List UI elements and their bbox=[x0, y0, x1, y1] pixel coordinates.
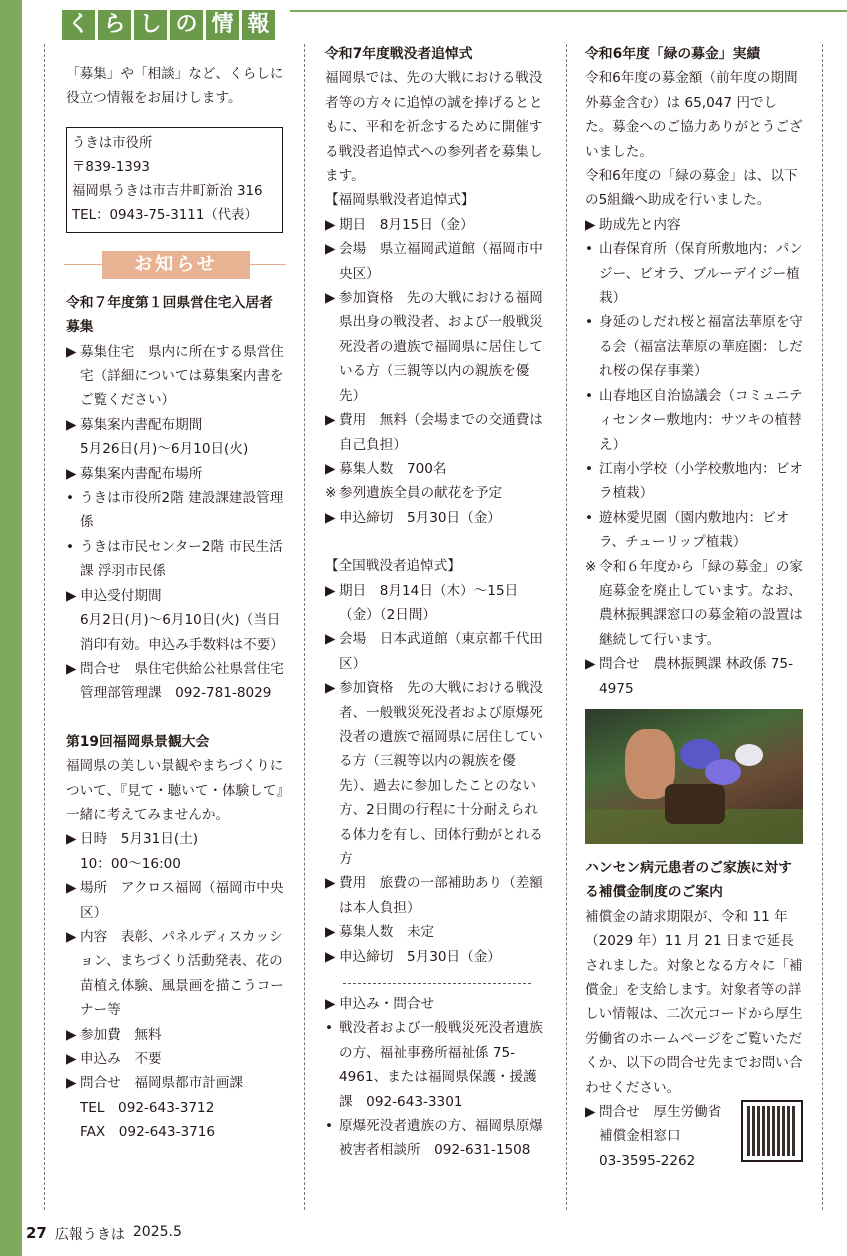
bullet-mark bbox=[66, 1096, 80, 1120]
publication-name: 広報うきは bbox=[54, 1227, 125, 1243]
bullet-mark: • bbox=[585, 241, 594, 258]
list-item bbox=[66, 925, 286, 1023]
list-item-text: 戦没者および一般戦災死没者遺族の方、福祉事務所福祉係 75-4961、または福岡県保護・援護課 092-643-3301 bbox=[339, 1020, 543, 1110]
bullet-mark: ▶ bbox=[325, 460, 336, 477]
column-divider bbox=[566, 44, 567, 1210]
bullet-mark: ※ bbox=[585, 558, 597, 575]
list-item bbox=[66, 584, 286, 608]
section-title bbox=[62, 10, 286, 40]
bullet-mark: ▶ bbox=[66, 1051, 77, 1067]
title-char: 報 bbox=[242, 10, 275, 40]
bullet-mark: ▶ bbox=[66, 880, 77, 897]
list-item-text: 募集人数 700名 bbox=[339, 460, 447, 477]
article-title: 令和７年度第１回県営住宅入居者募集 bbox=[66, 294, 273, 336]
column-2 bbox=[325, 42, 547, 1163]
list-item bbox=[66, 486, 286, 535]
list-item bbox=[585, 555, 803, 653]
bullet-mark: ▶ bbox=[585, 656, 596, 673]
list-item bbox=[325, 506, 547, 530]
list-item bbox=[66, 657, 286, 706]
list-item-text: 申込み 不要 bbox=[80, 1051, 162, 1067]
list-item bbox=[325, 481, 547, 505]
list-item-text: 原爆死没者遺族の方、福岡県原爆被害者相談所 092-631-1508 bbox=[339, 1118, 543, 1159]
list-item bbox=[325, 945, 547, 969]
list-item-text: 参列遺族全員の献花を予定 bbox=[339, 485, 503, 502]
list-item-text: 03-3595-2262 bbox=[599, 1152, 696, 1169]
list-item bbox=[66, 413, 286, 437]
article-body: 補償金の請求期限が、令和 11 年（2029 年）11 月 21 日まで延長されました。対象となる方々に「補償金」を支給します。対象者等の詳しい情報は、二次元コードから厚生労働省のホームページをご覧いただくか、以下の問合せ先までお問い合わせください。 bbox=[585, 908, 803, 1096]
list-item-text: 募集案内書配布場所 bbox=[80, 465, 203, 482]
list-item bbox=[585, 457, 803, 506]
list-item bbox=[325, 237, 547, 286]
list-item-text: 会場 日本武道館（東京都千代田区） bbox=[339, 631, 543, 672]
list-item-text: TEL 092-643-3712 bbox=[80, 1099, 215, 1116]
list-item-text: 内容 表彰、パネルディスカッション、まちづくり活動発表、花の苗植え体験、風景画を描こうコーナー等 bbox=[80, 928, 284, 1019]
bullet-mark bbox=[585, 1149, 599, 1173]
list-item bbox=[66, 1023, 286, 1047]
list-item-text: 江南小学校（小学校敷地内：ビオラ植栽） bbox=[599, 460, 803, 502]
list-item bbox=[66, 437, 286, 461]
side-color-bar bbox=[0, 0, 22, 1256]
title-char: し bbox=[134, 10, 167, 40]
list-item-text: 申込み・問合せ bbox=[339, 996, 435, 1013]
list-item-text: うきは市民センター2階 市民生活課 浮羽市民係 bbox=[80, 538, 283, 580]
bullet-mark: ▶ bbox=[325, 412, 336, 429]
bullet-mark: ▶ bbox=[325, 680, 336, 697]
list-item-text: 補償金相窓口 bbox=[599, 1128, 681, 1145]
bullet-mark: • bbox=[66, 538, 75, 555]
bullet-mark: ※ bbox=[325, 485, 337, 502]
list-item-text: 申込締切 5月30日（金） bbox=[339, 948, 501, 965]
list-item bbox=[66, 1120, 286, 1144]
bullet-mark: ▶ bbox=[66, 416, 77, 433]
bullet-mark: • bbox=[585, 314, 594, 331]
list-item-text: 助成先と内容 bbox=[599, 216, 681, 233]
list-item-text: 問合せ 福岡県都市計画課 bbox=[80, 1075, 244, 1092]
list-item bbox=[66, 1047, 286, 1071]
bullet-mark: ▶ bbox=[66, 1075, 77, 1092]
list-item-text: 問合せ 県住宅供給公社県営住宅管理部管理課 092-781-8029 bbox=[80, 660, 284, 702]
bullet-mark bbox=[66, 852, 80, 876]
list-item bbox=[325, 676, 547, 871]
notice-heading bbox=[66, 251, 286, 279]
list-item-text: 申込締切 5月30日（金） bbox=[339, 509, 501, 526]
list-item-text: 令和６年度から「緑の募金」の家庭募金を廃止しています。なお、農林振興課窓口の募金箱の設置は継続して行います。 bbox=[599, 558, 803, 648]
column-divider bbox=[304, 44, 305, 1210]
list-item bbox=[325, 579, 547, 628]
article-body: 福岡県の美しい景観やまちづくりについて、『見て・聴いて・体験して』一緒に考えてみませんか。 bbox=[66, 758, 284, 823]
list-item bbox=[585, 213, 803, 237]
bullet-mark: ▶ bbox=[325, 216, 336, 233]
article-list bbox=[325, 213, 547, 530]
article-list bbox=[66, 827, 286, 1144]
bullet-mark: • bbox=[585, 460, 594, 477]
list-item-text: 募集住宅 県内に所在する県営住宅（詳細については募集案内書をご覧ください） bbox=[80, 343, 284, 409]
garden-photo bbox=[585, 709, 803, 844]
subheading: 【福岡県戦没者追悼式】 bbox=[325, 192, 475, 209]
list-item bbox=[66, 876, 286, 925]
list-item-text: 山春保育所（保育所敷地内：パンジー、ビオラ、ブルーデイジー植栽） bbox=[599, 241, 803, 307]
bullet-mark: ▶ bbox=[325, 509, 336, 526]
bullet-mark: • bbox=[585, 387, 594, 404]
bullet-mark: • bbox=[325, 1118, 334, 1135]
bullet-mark: • bbox=[585, 509, 594, 526]
article-body: 令和6年度の「緑の募金」は、以下の5組織へ助成を行いました。 bbox=[585, 168, 798, 209]
list-item bbox=[325, 627, 547, 676]
list-item bbox=[585, 652, 803, 701]
bullet-mark: ▶ bbox=[66, 1026, 77, 1043]
bullet-mark: • bbox=[66, 490, 75, 507]
list-item-text: 募集案内書配布期間 bbox=[80, 416, 203, 433]
bullet-mark: ▶ bbox=[66, 343, 77, 360]
list-item bbox=[325, 213, 547, 237]
list-item bbox=[325, 871, 547, 920]
bullet-mark: • bbox=[325, 1020, 334, 1037]
bullet-mark bbox=[585, 1124, 599, 1148]
list-item-text: 身延のしだれ桜と福富法華原を守る会（福富法華原の華庭園：しだれ桜の保存事業） bbox=[599, 314, 803, 380]
article-list bbox=[66, 340, 286, 706]
list-item-text: 期日 8月15日（金） bbox=[339, 216, 474, 233]
page-number: 27 bbox=[26, 1224, 47, 1242]
bullet-mark: ▶ bbox=[325, 631, 336, 648]
issue-date: 2025.5 bbox=[132, 1224, 182, 1240]
list-item bbox=[325, 286, 547, 408]
list-item-text: 会場 県立福岡武道館（福岡市中央区） bbox=[339, 241, 543, 282]
title-char: 情 bbox=[206, 10, 239, 40]
bullet-mark: ▶ bbox=[66, 928, 77, 945]
list-item bbox=[66, 340, 286, 413]
list-item-text: 募集人数 未定 bbox=[339, 924, 435, 941]
article-list bbox=[325, 579, 547, 970]
intro-text: 「募集」や「相談」など、くらしに役立つ情報をお届けします。 bbox=[66, 66, 284, 107]
title-char: ら bbox=[98, 10, 131, 40]
address-box bbox=[66, 127, 283, 233]
list-item-text: 問合せ 農林振興課 林政係 75-4975 bbox=[599, 656, 793, 697]
bullet-mark: ▶ bbox=[325, 924, 336, 941]
list-item bbox=[66, 1096, 286, 1120]
bullet-mark: ▶ bbox=[325, 582, 336, 599]
bullet-mark: ▶ bbox=[66, 660, 77, 677]
dashed-separator bbox=[343, 983, 531, 984]
bullet-mark: ▶ bbox=[66, 465, 77, 482]
list-item bbox=[325, 1114, 547, 1163]
list-item bbox=[585, 310, 803, 383]
column-divider bbox=[44, 44, 45, 1210]
list-item-text: FAX 092-643-3716 bbox=[80, 1124, 216, 1141]
header-rule bbox=[290, 10, 847, 12]
column-3 bbox=[585, 42, 803, 1173]
list-item-text: 参加費 無料 bbox=[80, 1026, 162, 1043]
article-title: ハンセン病元患者のご家族に対する補償金制度のご案内 bbox=[585, 859, 792, 901]
bullet-mark: ▶ bbox=[325, 875, 336, 892]
list-item bbox=[325, 992, 547, 1016]
title-char: く bbox=[62, 10, 95, 40]
bullet-mark bbox=[66, 437, 80, 461]
list-item bbox=[585, 506, 803, 555]
bullet-mark: ▶ bbox=[325, 241, 336, 258]
address-line: 〒839-1393 bbox=[72, 159, 150, 175]
article-list bbox=[325, 992, 547, 1163]
list-item-text: 10：00〜16:00 bbox=[80, 855, 181, 872]
list-item-text: 参加資格 先の大戦における福岡県出身の戦没者、および一般戦災死没者の遺族で福岡県に居住している方（三親等以内の親族を優先） bbox=[339, 290, 543, 404]
subheading: 【全国戦没者追悼式】 bbox=[325, 558, 461, 575]
article-body: 福岡県では、先の大戦における戦没者等の方々に追悼の誠を捧げるとともに、平和を祈念するために開催する戦没者追悼式への参列者を募集します。 bbox=[325, 70, 543, 185]
list-item bbox=[325, 1016, 547, 1114]
bullet-mark: ▶ bbox=[66, 587, 77, 604]
bullet-mark: ▶ bbox=[325, 996, 336, 1013]
list-item bbox=[325, 920, 547, 944]
list-item bbox=[66, 1071, 286, 1095]
contact-block bbox=[585, 1100, 803, 1173]
title-char: の bbox=[170, 10, 203, 40]
address-line: うきは市役所 bbox=[72, 135, 153, 151]
bullet-mark bbox=[66, 1120, 80, 1144]
list-item-text: 問合せ 厚生労働省 bbox=[599, 1104, 722, 1121]
list-item-text: 5月26日(月)〜6月10日(火) bbox=[80, 441, 249, 458]
address-line: TEL：0943-75-3111（代表） bbox=[72, 207, 258, 223]
list-item-text: 日時 5月31日(土) bbox=[80, 831, 199, 848]
page-footer bbox=[26, 1224, 182, 1244]
list-item-text: 遊林愛児園（園内敷地内：ビオラ、チューリップ植栽） bbox=[599, 509, 790, 551]
list-item bbox=[66, 535, 286, 584]
bullet-mark: ▶ bbox=[66, 831, 77, 848]
article-title: 令和7年度戦没者追悼式 bbox=[325, 46, 473, 62]
bullet-mark: ▶ bbox=[585, 1104, 596, 1121]
article-title: 第19回福岡県景観大会 bbox=[66, 733, 210, 750]
list-item bbox=[325, 408, 547, 457]
list-item-text: 場所 アクロス福岡（福岡市中央区） bbox=[80, 880, 284, 921]
list-item bbox=[585, 237, 803, 310]
list-item bbox=[325, 457, 547, 481]
column-1 bbox=[66, 10, 286, 1145]
notice-badge: お知らせ bbox=[102, 251, 250, 279]
column-divider bbox=[822, 44, 823, 1210]
list-item-text: 費用 旅費の一部補助あり（差額は本人負担） bbox=[339, 875, 543, 916]
list-item bbox=[66, 827, 286, 851]
list-item-text: 山春地区自治協議会（コミュニティセンター敷地内：サツキの植替え） bbox=[599, 387, 803, 453]
article-title: 令和6年度「緑の募金」実績 bbox=[585, 46, 761, 62]
article-body: 令和6年度の募金額（前年度の期間外募金含む）は 65,047 円でした。募金へのご協力ありがとうございました。 bbox=[585, 70, 803, 160]
article-list bbox=[585, 213, 803, 701]
bullet-mark: ▶ bbox=[585, 216, 596, 233]
list-item bbox=[66, 462, 286, 486]
list-item-text: 費用 無料（会場までの交通費は自己負担） bbox=[339, 412, 543, 453]
bullet-mark: ▶ bbox=[325, 290, 336, 307]
bullet-mark: ▶ bbox=[325, 948, 336, 965]
address-line: 福岡県うきは市吉井町新治 316 bbox=[72, 183, 263, 199]
list-item-text: うきは市役所2階 建設課建設管理係 bbox=[80, 490, 284, 531]
list-item-text: 期日 8月14日（木）〜15日（金）（2日間） bbox=[339, 582, 519, 623]
list-item-text: 6月2日(月)〜6月10日(火)（当日消印有効。申込み手数料は不要） bbox=[80, 612, 284, 653]
qr-code-icon[interactable] bbox=[741, 1100, 803, 1162]
bullet-mark bbox=[66, 608, 80, 657]
list-item-text: 参加資格 先の大戦における戦没者、一般戦災死没者および原爆死没者の遺族で福岡県に居住している方（三親等以内の親族を優先）、過去に参加したことのない方、2日間の行程に十分耐えられる体力を有し、団体行動がとれる方 bbox=[339, 680, 543, 867]
list-item bbox=[66, 852, 286, 876]
list-item bbox=[585, 384, 803, 457]
list-item-text: 申込受付期間 bbox=[80, 587, 162, 604]
list-item bbox=[66, 608, 286, 657]
